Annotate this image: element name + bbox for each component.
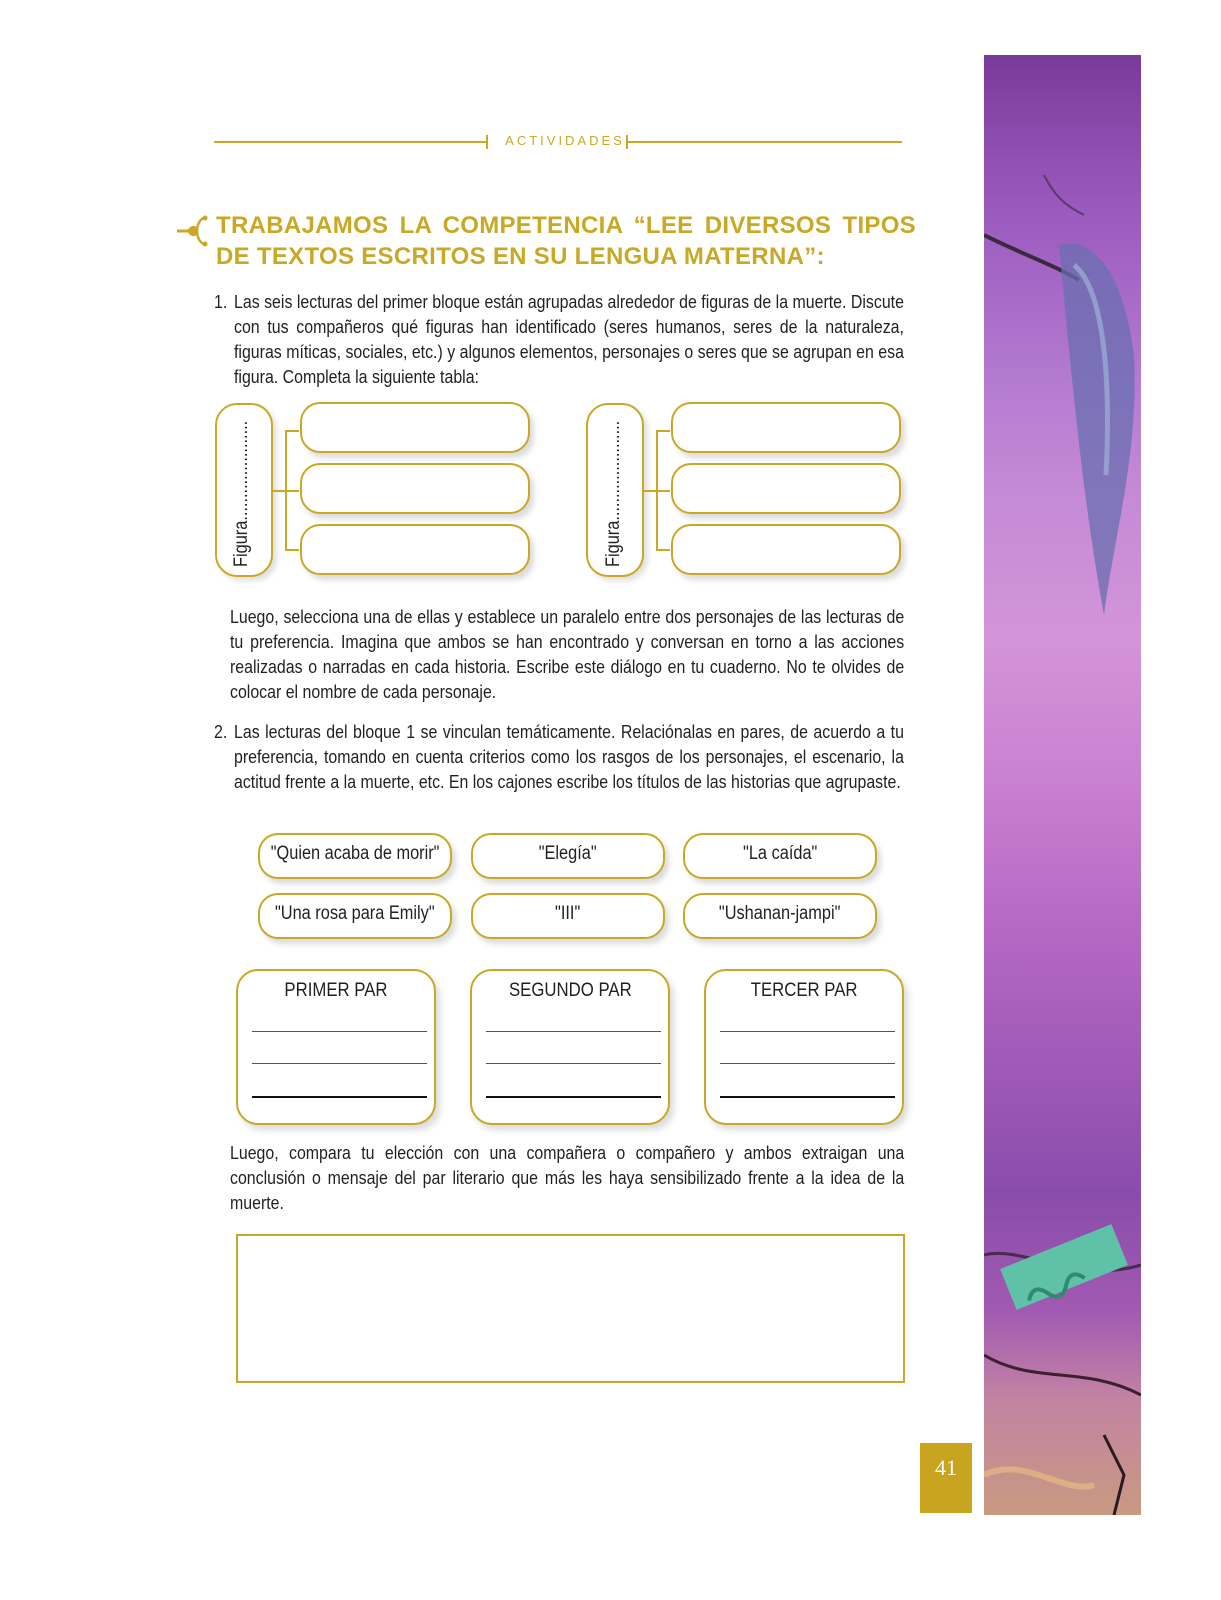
header-rule-right bbox=[628, 141, 902, 143]
pair-title: PRIMER PAR bbox=[284, 979, 388, 1001]
activity-2-number: 2. bbox=[214, 721, 228, 742]
story-title-box: "Quien acaba de morir" bbox=[258, 833, 452, 879]
activity-1-number: 1. bbox=[214, 291, 228, 312]
answer-line[interactable] bbox=[720, 1096, 895, 1098]
pair-title: TERCER PAR bbox=[750, 979, 858, 1001]
answer-line[interactable] bbox=[720, 1063, 895, 1064]
scythe-illustration bbox=[984, 55, 1141, 1515]
connector-right-bot bbox=[656, 549, 670, 551]
answer-line[interactable] bbox=[252, 1063, 427, 1064]
activity-2-text: Las lecturas del bloque 1 se vinculan temáticamente. Relaciónalas en pares, de acuerdo a tu preferencia, tomando en cuenta criterios como los rasgos de los personajes, el escenario, la actitud frente a la muerte, etc. En los cajones escribe los títulos de las historias que agrupaste. bbox=[234, 721, 904, 792]
story-title-box: "III" bbox=[471, 893, 665, 939]
conclusion-answer-box[interactable] bbox=[236, 1234, 905, 1383]
figure-entry-box[interactable] bbox=[671, 524, 901, 575]
pair-box-third[interactable] bbox=[704, 969, 904, 1125]
answer-line[interactable] bbox=[486, 1031, 661, 1032]
header-rule-left bbox=[214, 141, 486, 143]
story-title-box: "Ushanan-jampi" bbox=[683, 893, 877, 939]
fleuron-icon bbox=[175, 212, 209, 248]
section-label: ACTIVIDADES bbox=[505, 133, 625, 148]
story-title-box: "Elegía" bbox=[471, 833, 665, 879]
answer-line[interactable] bbox=[720, 1031, 895, 1032]
figure-entry-box[interactable] bbox=[671, 402, 901, 453]
figure-entry-box[interactable] bbox=[300, 524, 530, 575]
figure-label-left: Figura...................... bbox=[231, 420, 252, 567]
connector-right-h bbox=[643, 490, 657, 492]
decorative-art-panel bbox=[984, 55, 1141, 1515]
story-title-box: "La caída" bbox=[683, 833, 877, 879]
figure-entry-box[interactable] bbox=[300, 463, 530, 514]
page-number: 41 bbox=[920, 1443, 972, 1513]
activity-1-followup: Luego, selecciona una de ellas y establece un paralelo entre dos personajes de las lecturas de tu preferencia. Imagina que ambos se han encontrado y conversan en torno a las acciones realizadas o narradas en cada historia. Escribe este diálogo en tu cuaderno. No te olvides de colocar el nombre de cada personaje. bbox=[230, 606, 905, 702]
connector-left-top bbox=[285, 430, 299, 432]
connector-left-mid bbox=[285, 490, 299, 492]
figure-entry-box[interactable] bbox=[300, 402, 530, 453]
pair-box-second[interactable] bbox=[470, 969, 670, 1125]
answer-line[interactable] bbox=[252, 1031, 427, 1032]
pair-box-first[interactable] bbox=[236, 969, 436, 1125]
figure-label-right: Figura...................... bbox=[603, 420, 624, 567]
answer-line[interactable] bbox=[486, 1096, 661, 1098]
connector-left-bot bbox=[285, 549, 299, 551]
connector-right-top bbox=[656, 430, 670, 432]
section-heading: TRABAJAMOS LA COMPETENCIA “LEE DIVERSOS TIPOS DE TEXTOS ESCRITOS EN SU LENGUA MATERNA”: bbox=[216, 212, 916, 270]
connector-left-h bbox=[272, 490, 286, 492]
story-title-box: "Una rosa para Emily" bbox=[258, 893, 452, 939]
header-rule-left-tick bbox=[486, 135, 488, 149]
answer-line[interactable] bbox=[252, 1096, 427, 1098]
connector-right-mid bbox=[656, 490, 670, 492]
figure-entry-box[interactable] bbox=[671, 463, 901, 514]
answer-line[interactable] bbox=[486, 1063, 661, 1064]
pair-title: SEGUNDO PAR bbox=[508, 979, 632, 1001]
activity-2-followup: Luego, compara tu elección con una compañera o compañero y ambos extraigan una conclusión o mensaje del par literario que más les haya sensibilizado frente a la idea de la muerte. bbox=[230, 1142, 905, 1213]
activity-1-text: Las seis lecturas del primer bloque están agrupadas alrededor de figuras de la muerte. Discute con tus compañeros qué figuras han identificado (seres humanos, seres de la naturaleza, figuras míticas, sociales, etc.) y algunos elementos, personajes o seres que se agrupan en esa figura. Completa la siguiente tabla: bbox=[234, 291, 904, 387]
